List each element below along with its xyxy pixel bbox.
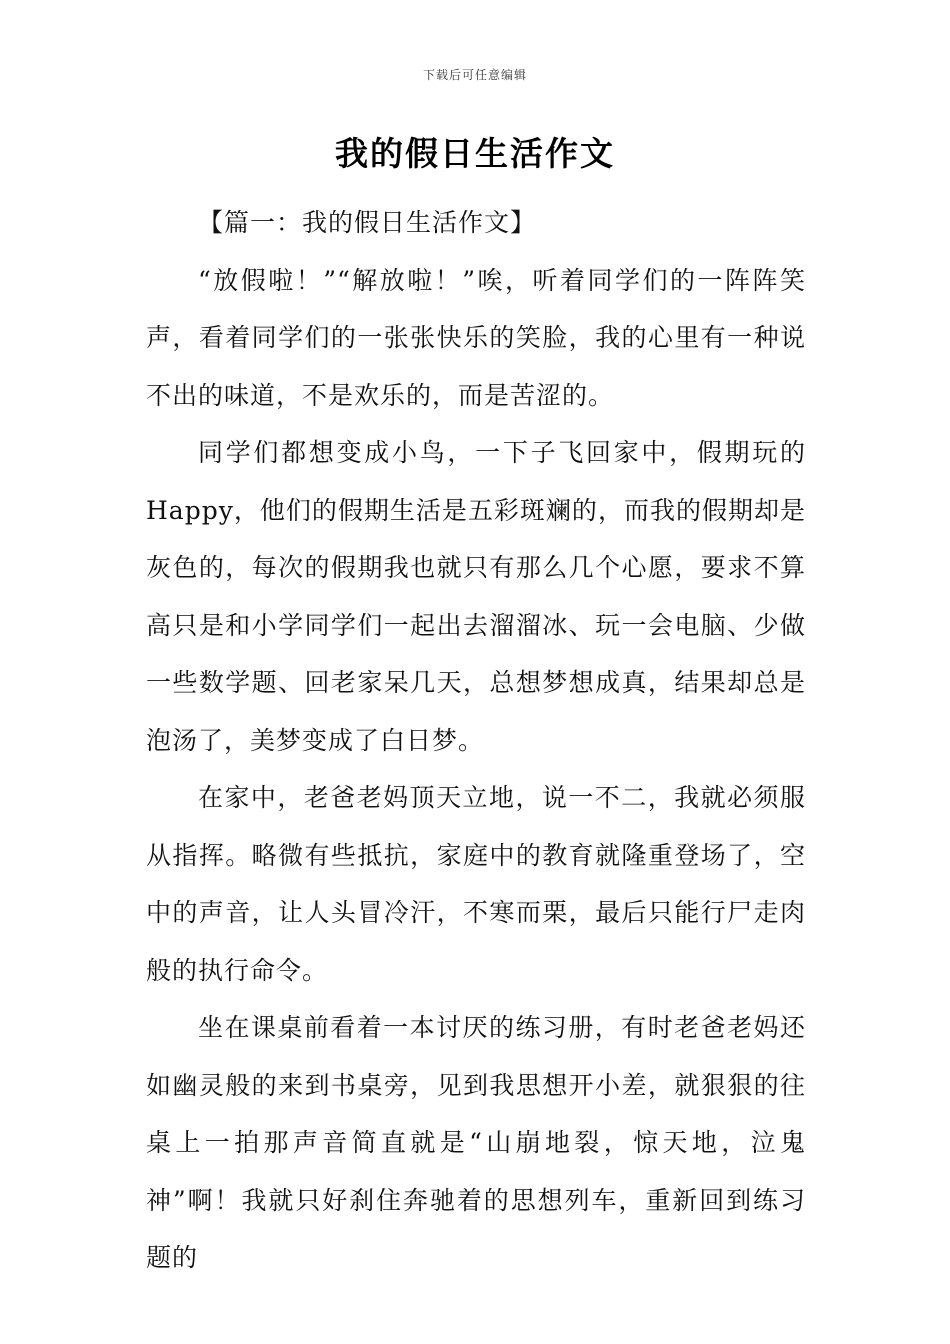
header-note: 下载后可任意编辑 bbox=[422, 68, 527, 82]
paragraph-1: “放假啦！”“解放啦！”唉，听着同学们的一阵阵笑声，看着同学们的一张张快乐的笑脸，我的心里有一种说不出的味道，不是欢乐的，而是苦涩的。 bbox=[146, 265, 806, 410]
section-heading: 【篇一：我的假日生活作文】 bbox=[198, 208, 537, 237]
paragraph-2: 同学们都想变成小鸟，一下子飞回家中，假期玩的Happy，他们的假期生活是五彩斑斓的，而我的假期却是灰色的，每次的假期我也就只有那么几个心愿，要求不算高只是和小学同学们一起出去溜溜冰、玩一会电脑、少做一些数学题、回老家呆几天，总想梦想成真，结果却总是泡汤了，美梦变成了白日梦。 bbox=[146, 438, 806, 755]
paragraph-4: 坐在课桌前看着一本讨厌的练习册，有时老爸老妈还如幽灵般的来到书桌旁，见到我思想开小差，就狠狠的往桌上一拍那声音简直就是“山崩地裂，惊天地，泣鬼神”啊！我就只好刹住奔驰着的思想列车，重新回到练习题的 bbox=[146, 1013, 806, 1272]
paragraph-3: 在家中，老爸老妈顶天立地，说一不二，我就必须服从指挥。略微有些抵抗，家庭中的教育就隆重登场了，空中的声音，让人头冒冷汗，不寒而栗，最后只能行尸走肉般的执行命令。 bbox=[146, 783, 806, 985]
document-title: 我的假日生活作文 bbox=[335, 134, 615, 173]
document-body bbox=[146, 194, 806, 1287]
